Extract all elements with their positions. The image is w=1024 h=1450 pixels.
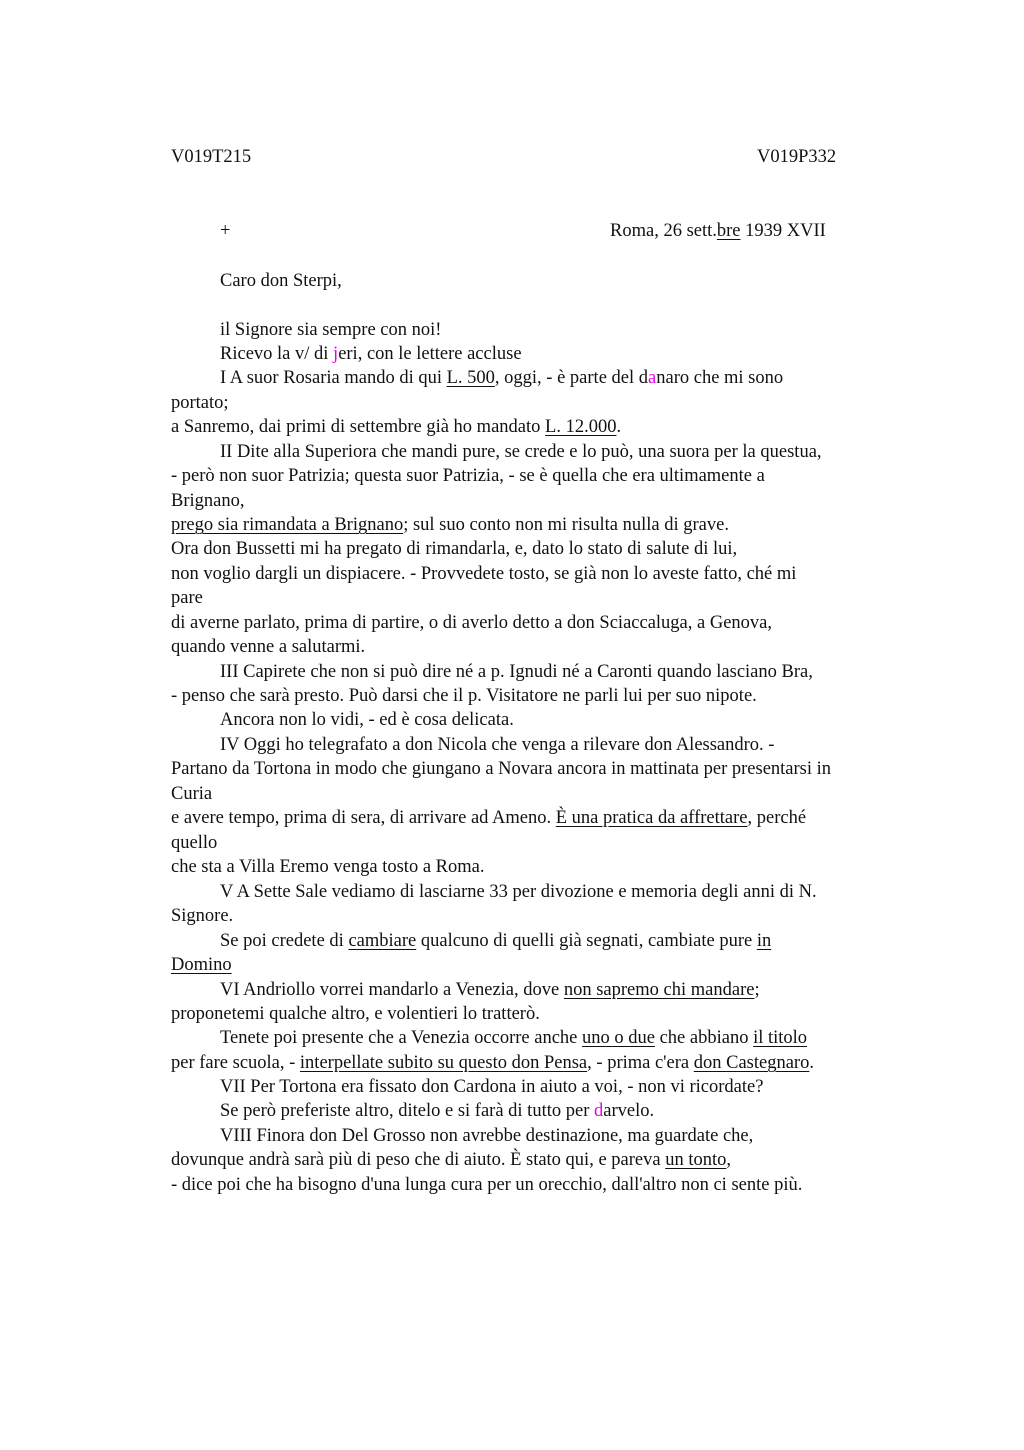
line-text: che abbiano: [654, 1028, 754, 1048]
line-text: quando venne a salutarmi.: [171, 637, 366, 657]
line-text: il Signore sia sempre con noi!: [220, 320, 442, 340]
underlined-text: un tonto: [665, 1150, 727, 1170]
underlined-text: uno o due: [582, 1028, 655, 1048]
body-line: [220, 929, 771, 953]
line-text: III Capirete che non si può dire né a p. Ignudi né a Caronti quando lasciano Bra,: [220, 662, 813, 682]
line-text: Curia: [171, 784, 213, 804]
line-text: e avere tempo, prima di sera, di arrivare ad Ameno.: [171, 808, 556, 828]
body-line: [171, 757, 831, 781]
body-line: [220, 978, 760, 1002]
line-text: VIII Finora don Del Grosso non avrebbe destinazione, ma guardate che,: [220, 1126, 754, 1146]
underlined-text: interpellate subito su questo don Pensa: [299, 1053, 588, 1073]
line-text: - penso che sarà presto. Può darsi che il p. Visitatore ne parli lui per suo nipote.: [171, 686, 757, 706]
line-text: per fare scuola, -: [171, 1053, 300, 1073]
cross-symbol: +: [220, 221, 231, 241]
line-text: - però non suor Patrizia; questa suor Patrizia, - se è quella che era ultimamente a: [171, 466, 765, 486]
body-line: [220, 733, 774, 757]
body-line: [171, 391, 229, 415]
body-line: [171, 831, 217, 855]
body-line: [171, 415, 621, 439]
line-text: VI Andriollo vorrei mandarlo a Venezia, dove: [220, 980, 564, 1000]
body-line: [171, 806, 806, 830]
body-line: [171, 513, 729, 537]
body-line: [220, 1099, 654, 1123]
line-text: di averne parlato, prima di partire, o di averlo detto a don Sciaccaluga, a Genova,: [171, 613, 773, 633]
body-line: [171, 1148, 731, 1172]
line-text: Tenete poi presente che a Venezia occorre anche: [220, 1028, 582, 1048]
line-text: , perché: [747, 808, 807, 828]
underlined-text: cambiare: [348, 931, 417, 951]
line-text: naro che mi sono: [656, 368, 784, 388]
line-text: Ancora non lo vidi, - ed è cosa delicata.: [220, 710, 514, 730]
line-text: Ricevo la v/ di: [220, 344, 334, 364]
highlighted-letter: d: [593, 1101, 604, 1121]
line-text: portato;: [171, 393, 229, 413]
line-text: V A Sette Sale vediamo di lasciarne 33 per divozione e memoria degli anni di N.: [220, 882, 817, 902]
body-line: [220, 318, 441, 342]
line-text: ;: [754, 980, 760, 1000]
line-text: II Dite alla Superiora che mandi pure, se crede e lo può, una suora per la questua,: [220, 442, 822, 462]
line-text: , oggi, - è parte del d: [494, 368, 649, 388]
body-line: [220, 880, 817, 904]
line-text: , - prima c'era: [587, 1053, 694, 1073]
line-text: - dice poi che ha bisogno d'una lunga cura per un orecchio, dall'altro non ci sente più.: [171, 1175, 803, 1195]
body-line: [220, 342, 522, 366]
line-text: eri, con le lettere accluse: [338, 344, 522, 364]
underlined-text: L. 500: [446, 368, 495, 388]
line-text: a Sanremo, dai primi di settembre già ho mandato: [171, 417, 546, 437]
body-line: [220, 366, 783, 390]
body-line: [171, 1051, 814, 1075]
highlighted-letter: j: [333, 344, 339, 364]
line-text: Se poi credete di: [220, 931, 349, 951]
body-line: [171, 1173, 802, 1197]
body-line: [171, 904, 233, 928]
line-text: qualcuno di quelli già segnati, cambiate pure: [416, 931, 757, 951]
underlined-text: L. 12.000: [545, 417, 617, 437]
underlined-text: Domino: [171, 955, 232, 975]
body-line: [171, 611, 772, 635]
body-line: [220, 1075, 763, 1099]
line-text: proponetemi qualche altro, e volentieri lo tratterò.: [171, 1004, 540, 1024]
underlined-text: il titolo: [753, 1028, 808, 1048]
line-text: Se però preferiste altro, ditelo e si farà di tutto per: [220, 1101, 594, 1121]
underlined-text: non sapremo chi mandare: [563, 980, 755, 1000]
line-text: non voglio dargli un dispiacere. - Provvedete tosto, se già non lo aveste fatto, ché mi: [171, 564, 797, 584]
underlined-text: prego sia rimandata a Brignano: [171, 515, 404, 535]
underlined-text: in: [756, 931, 772, 951]
line-text: VII Per Tortona era fissato don Cardona in aiuto a voi, - non vi ricordate?: [220, 1077, 764, 1097]
line-text: Ora don Bussetti mi ha pregato di rimandarla, e, dato lo stato di salute di lui,: [171, 539, 738, 559]
body-line: [220, 660, 813, 684]
line-text: I A suor Rosaria mando di qui: [220, 368, 447, 388]
date-part: Roma, 26 sett.: [610, 221, 717, 241]
body-line: [220, 708, 514, 732]
line-text: ; sul suo conto non mi risulta nulla di grave.: [403, 515, 729, 535]
salutation: Caro don Sterpi,: [220, 271, 342, 291]
header-left-code: V019T215: [171, 147, 252, 167]
body-line: [171, 635, 365, 659]
date-part: 1939 XVII: [740, 221, 826, 241]
date-part-underlined: bre: [716, 221, 741, 241]
body-line: [171, 464, 765, 488]
line-text: arvelo.: [603, 1101, 655, 1121]
body-line: [171, 953, 232, 977]
line-text: dovunque andrà sarà più di peso che di aiuto. È stato qui, e pareva: [171, 1150, 666, 1170]
place-date: [610, 221, 826, 242]
body-line: [171, 782, 212, 806]
header-right-code: V019P332: [757, 147, 837, 167]
line-text: .: [616, 417, 622, 437]
body-line: [171, 562, 796, 586]
body-line: [171, 537, 737, 561]
body-line: [171, 1002, 540, 1026]
line-text: Partano da Tortona in modo che giungano a Novara ancora in mattinata per presentarsi in: [171, 759, 832, 779]
highlighted-letter: a: [648, 368, 657, 388]
line-text: Brignano,: [171, 491, 245, 511]
line-text: ,: [726, 1150, 731, 1170]
line-text: che sta a Villa Eremo venga tosto a Roma.: [171, 857, 485, 877]
body-line: [220, 1026, 807, 1050]
body-line: [171, 489, 244, 513]
line-text: .: [809, 1053, 814, 1073]
body-line: [171, 586, 203, 610]
line-text: pare: [171, 588, 203, 608]
line-text: quello: [171, 833, 218, 853]
underlined-text: È una pratica da affrettare: [555, 808, 748, 828]
line-text: Signore.: [171, 906, 234, 926]
body-line: [220, 1124, 753, 1148]
line-text: IV Oggi ho telegrafato a don Nicola che venga a rilevare don Alessandro. -: [220, 735, 775, 755]
body-line: [171, 684, 757, 708]
body-line: [171, 855, 484, 879]
body-line: [220, 440, 822, 464]
underlined-text: don Castegnaro: [693, 1053, 810, 1073]
